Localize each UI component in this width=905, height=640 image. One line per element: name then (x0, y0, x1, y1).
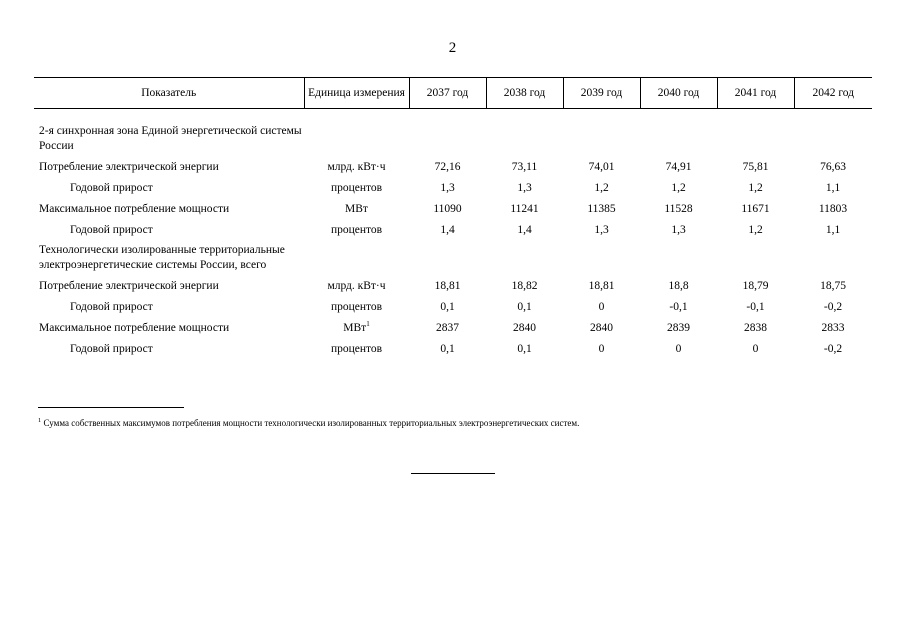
value-cell: 2840 (513, 321, 536, 334)
footnote-text: Сумма собственных максимумов потребления мощности технологически изолированных территориальных электроэнергетических систем. (43, 418, 580, 428)
forecast-table (34, 77, 872, 359)
row-indicator: Максимальное потребление мощности (39, 202, 230, 215)
row-indicator: Годовой прирост (70, 342, 153, 355)
value-cell: 1,4 (517, 223, 532, 236)
section-title: 2-я синхронная зона Единой энергетической системы России (39, 125, 302, 152)
header-unit: Единица измерения (304, 78, 409, 109)
value-cell: 0,1 (517, 300, 532, 313)
value-cell: 0 (598, 342, 605, 355)
unit-text: процентов (330, 181, 383, 194)
table-row (34, 156, 872, 177)
unit-text: процентов (330, 342, 383, 355)
value-cell: 11528 (664, 202, 693, 215)
value-cell: 74,01 (588, 160, 615, 173)
row-indicator: Годовой прирост (70, 181, 153, 194)
row-unit (304, 198, 409, 219)
unit-text: МВт (343, 321, 367, 334)
value-cell: 18,75 (820, 279, 846, 292)
row-indicator: Потребление электрической энергии (39, 279, 219, 292)
table-row (34, 219, 872, 240)
value-cell: 1,2 (594, 181, 609, 194)
value-cell: 1,3 (594, 223, 609, 236)
value-cell: 2839 (667, 321, 690, 334)
value-cell: 11385 (587, 202, 616, 215)
value-cell: -0,2 (823, 342, 843, 355)
unit-text: млрд. кВт·ч (327, 279, 386, 292)
value-cell: 76,63 (820, 160, 846, 173)
value-cell: 0,1 (440, 342, 455, 355)
value-cell: 0,1 (440, 300, 455, 313)
unit-text: процентов (330, 300, 383, 313)
table-body (34, 109, 872, 360)
value-cell: 0,1 (517, 342, 532, 355)
value-cell: 1,3 (440, 181, 455, 194)
value-cell: -0,2 (823, 300, 843, 313)
header-year: 2038 год (486, 78, 563, 109)
row-indicator: Годовой прирост (70, 223, 153, 236)
page-number: 2 (448, 40, 457, 56)
row-unit (304, 219, 409, 240)
row-unit (304, 177, 409, 198)
value-cell: 0 (598, 300, 605, 313)
row-unit (304, 338, 409, 359)
value-cell: 11803 (818, 202, 848, 215)
value-cell: 1,2 (748, 181, 763, 194)
row-unit (304, 296, 409, 317)
value-cell: 1,2 (748, 223, 763, 236)
header-year: 2040 год (640, 78, 717, 109)
end-of-document-line (411, 473, 495, 474)
value-cell: 18,81 (588, 279, 615, 292)
value-cell: 11671 (741, 202, 770, 215)
unit-text: процентов (330, 223, 383, 236)
unit-text: МВт (345, 202, 368, 215)
row-indicator: Потребление электрической энергии (39, 160, 219, 173)
table-row (34, 317, 872, 338)
footnote-mark: 1 (38, 417, 42, 424)
unit-text: млрд. кВт·ч (327, 160, 386, 173)
header-year: 2039 год (563, 78, 640, 109)
unit-footnote-mark: 1 (366, 319, 370, 328)
value-cell: 0 (675, 342, 682, 355)
value-cell: -0,1 (669, 300, 688, 313)
value-cell: 11090 (433, 202, 462, 215)
table-row (34, 296, 872, 317)
section-title-row (34, 121, 872, 156)
row-indicator: Годовой прирост (70, 300, 153, 313)
value-cell: 2840 (590, 321, 613, 334)
value-cell: 11241 (510, 202, 539, 215)
value-cell: 1,3 (671, 223, 686, 236)
value-cell: 1,1 (825, 181, 841, 194)
row-unit (304, 156, 409, 177)
table-spacer (34, 109, 872, 122)
header-indicator: Показатель (34, 78, 304, 109)
table-row (34, 177, 872, 198)
value-cell: 18,81 (434, 279, 461, 292)
row-unit (304, 317, 409, 338)
section-title-row (34, 240, 872, 275)
value-cell: -0,1 (746, 300, 765, 313)
value-cell: 1,1 (825, 223, 841, 236)
value-cell: 73,11 (511, 160, 538, 173)
table-row (34, 198, 872, 219)
header-year: 2037 год (409, 78, 486, 109)
value-cell: 18,8 (668, 279, 689, 292)
table-row (34, 275, 872, 296)
value-cell: 2838 (744, 321, 767, 334)
value-cell: 1,2 (671, 181, 686, 194)
value-cell: 18,82 (511, 279, 538, 292)
table-row (34, 338, 872, 359)
header-year: 2042 год (794, 78, 872, 109)
section-title: Технологически изолированные территориальные электроэнергетические системы России, всего (39, 244, 285, 271)
value-cell: 0 (752, 342, 759, 355)
row-unit (304, 275, 409, 296)
table-header-row (34, 78, 872, 109)
value-cell: 1,4 (440, 223, 455, 236)
value-cell: 2833 (821, 321, 845, 334)
value-cell: 75,81 (742, 160, 769, 173)
value-cell: 74,91 (665, 160, 692, 173)
value-cell: 2837 (436, 321, 459, 334)
value-cell: 1,3 (517, 181, 532, 194)
footnote (38, 418, 579, 428)
row-indicator: Максимальное потребление мощности (39, 321, 230, 334)
value-cell: 18,79 (742, 279, 769, 292)
header-year: 2041 год (717, 78, 794, 109)
value-cell: 72,16 (434, 160, 461, 173)
footnote-separator (38, 407, 184, 408)
